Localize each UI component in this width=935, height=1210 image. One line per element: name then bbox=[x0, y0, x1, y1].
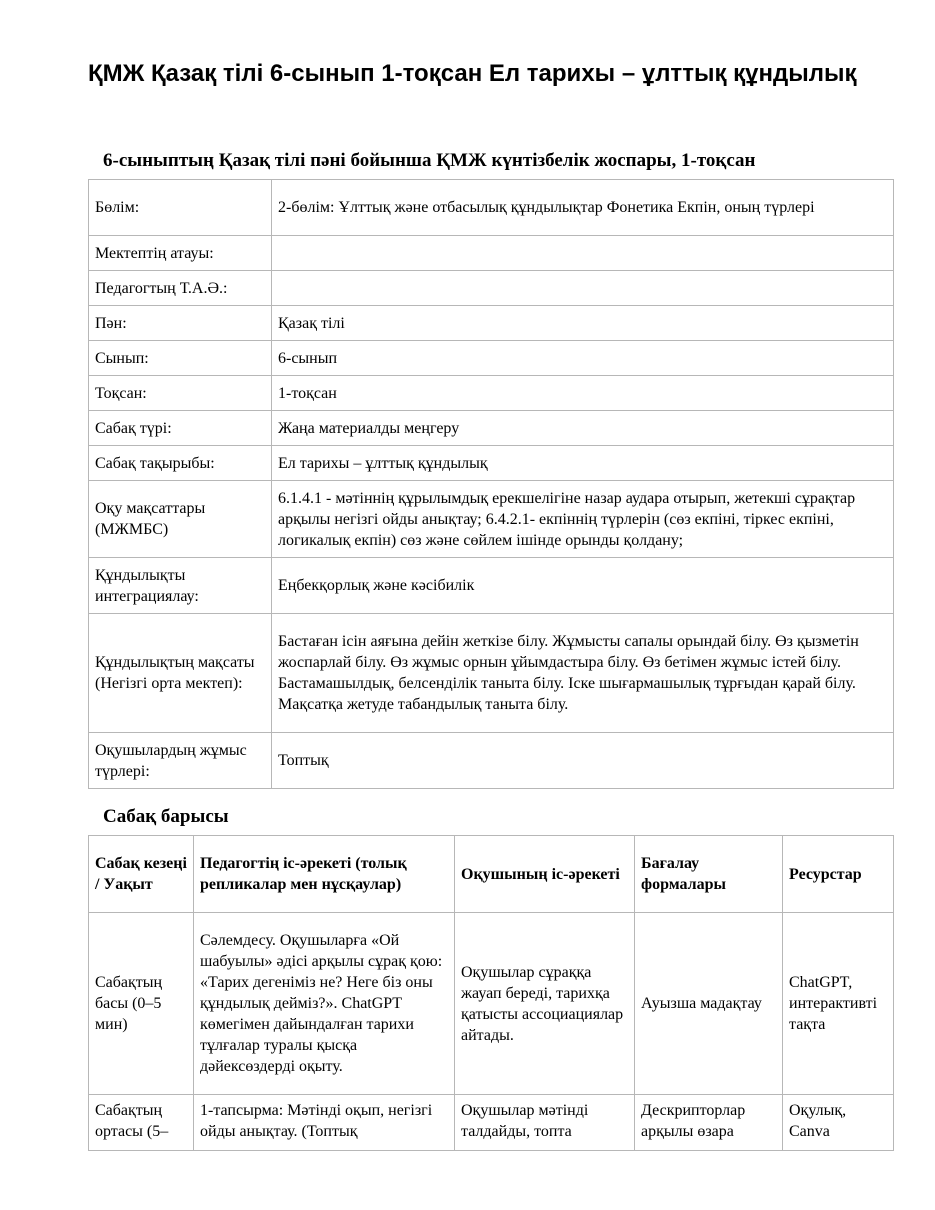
table-cell: 1-тапсырма: Мәтінді оқып, негізгі ойды анықтау. (Топтық bbox=[194, 1095, 455, 1151]
info-label: Құндылықтың мақсаты (Негізгі орта мектеп): bbox=[89, 614, 272, 733]
info-row-work-types bbox=[89, 733, 894, 789]
info-value: 1-тоқсан bbox=[272, 376, 894, 411]
column-header: Ресурстар bbox=[783, 836, 894, 913]
info-value: Жаңа материалды меңгеру bbox=[272, 411, 894, 446]
info-row-section bbox=[89, 180, 894, 236]
info-label: Сабақ тақырыбы: bbox=[89, 446, 272, 481]
info-label: Оқу мақсаттары (МЖМБС) bbox=[89, 481, 272, 558]
info-value: Қазақ тілі bbox=[272, 306, 894, 341]
info-label: Тоқсан: bbox=[89, 376, 272, 411]
table-cell: Сәлемдесу. Оқушыларға «Ой шабуылы» әдісі арқылы сұрақ қою: «Тарих дегеніміз не? Неге біз оны құндылық дейміз?». ChatGPT көмегімен дайындалған тарихи тұлғалар туралы қысқа дәйексөздерді оқыту. bbox=[194, 913, 455, 1095]
info-value bbox=[272, 236, 894, 271]
info-label: Сынып: bbox=[89, 341, 272, 376]
info-value: 6-сынып bbox=[272, 341, 894, 376]
column-header: Оқушының іс-әрекеті bbox=[455, 836, 635, 913]
table-row bbox=[89, 913, 894, 1095]
table-cell: Оқушылар мәтінді талдайды, топта bbox=[455, 1095, 635, 1151]
document-title: ҚМЖ Қазақ тілі 6-сынып 1-тоқсан Ел тарихы – ұлттық құндылық bbox=[88, 60, 857, 87]
info-row-teacher bbox=[89, 271, 894, 306]
info-row-lesson-topic bbox=[89, 446, 894, 481]
table-cell: Оқулық, Canva bbox=[783, 1095, 894, 1151]
column-header: Сабақ кезеңі / Уақыт bbox=[89, 836, 194, 913]
lesson-info-table bbox=[88, 179, 894, 789]
info-label: Пән: bbox=[89, 306, 272, 341]
info-row-quarter bbox=[89, 376, 894, 411]
lesson-flow-table bbox=[88, 835, 894, 1151]
info-row-grade bbox=[89, 341, 894, 376]
info-value: 6.1.4.1 - мәтіннің құрылымдық ерекшелігіне назар аудара отырып, жетекші сұрақтар арқылы негізгі ойды анықтау; 6.4.2.1- екпіннің түрлерін (сөз екпіні, тіркес екпіні, логикалық екпін) сөз және сөйлем ішінде орынды қолдану; bbox=[272, 481, 894, 558]
info-value: Топтық bbox=[272, 733, 894, 789]
column-header: Бағалау формалары bbox=[635, 836, 783, 913]
info-value: Ел тарихы – ұлттық құндылық bbox=[272, 446, 894, 481]
info-label: Оқушылардың жұмыс түрлері: bbox=[89, 733, 272, 789]
info-value: Бастаған ісін аяғына дейін жеткізе білу. Жұмысты сапалы орындай білу. Өз қызметін жоспарлай білу. Өз жұмыс орнын ұйымдастыра білу. Өз бетімен жұмыс істей білу. Бастамашылдық, белсенділік таныта білу. Іске шығармашылық тұрғыдан қарай білу. Мақсатқа жетуде табандылық таныта білу. bbox=[272, 614, 894, 733]
info-row-lesson-type bbox=[89, 411, 894, 446]
info-row-value-integration bbox=[89, 558, 894, 614]
info-row-subject bbox=[89, 306, 894, 341]
info-label: Мектептің атауы: bbox=[89, 236, 272, 271]
column-header: Педагогтің іс-әрекеті (толық репликалар мен нұсқаулар) bbox=[194, 836, 455, 913]
table-cell: Сабақтың ортасы (5– bbox=[89, 1095, 194, 1151]
info-label: Педагогтың Т.А.Ә.: bbox=[89, 271, 272, 306]
info-label: Құндылықты интеграциялау: bbox=[89, 558, 272, 614]
table-cell: ChatGPT, интерактивті тақта bbox=[783, 913, 894, 1095]
table-cell: Ауызша мадақтау bbox=[635, 913, 783, 1095]
lesson-heading: Сабақ барысы bbox=[103, 806, 229, 827]
info-label: Сабақ түрі: bbox=[89, 411, 272, 446]
table-row bbox=[89, 1095, 894, 1151]
info-value bbox=[272, 271, 894, 306]
info-label: Бөлім: bbox=[89, 180, 272, 236]
table-cell: Сабақтың басы (0–5 мин) bbox=[89, 913, 194, 1095]
info-row-school bbox=[89, 236, 894, 271]
plan-heading: 6-сыныптың Қазақ тілі пәні бойынша ҚМЖ күнтізбелік жоспары, 1-тоқсан bbox=[103, 150, 756, 171]
info-value: Еңбекқорлық және кәсібилік bbox=[272, 558, 894, 614]
info-row-learning-objectives bbox=[89, 481, 894, 558]
info-row-value-goal bbox=[89, 614, 894, 733]
table-cell: Дескрипторлар арқылы өзара bbox=[635, 1095, 783, 1151]
table-cell: Оқушылар сұраққа жауап береді, тарихқа қатысты ассоциациялар айтады. bbox=[455, 913, 635, 1095]
lesson-header-row bbox=[89, 836, 894, 913]
info-value: 2-бөлім: Ұлттық және отбасылық құндылықтар Фонетика Екпін, оның түрлері bbox=[272, 180, 894, 236]
